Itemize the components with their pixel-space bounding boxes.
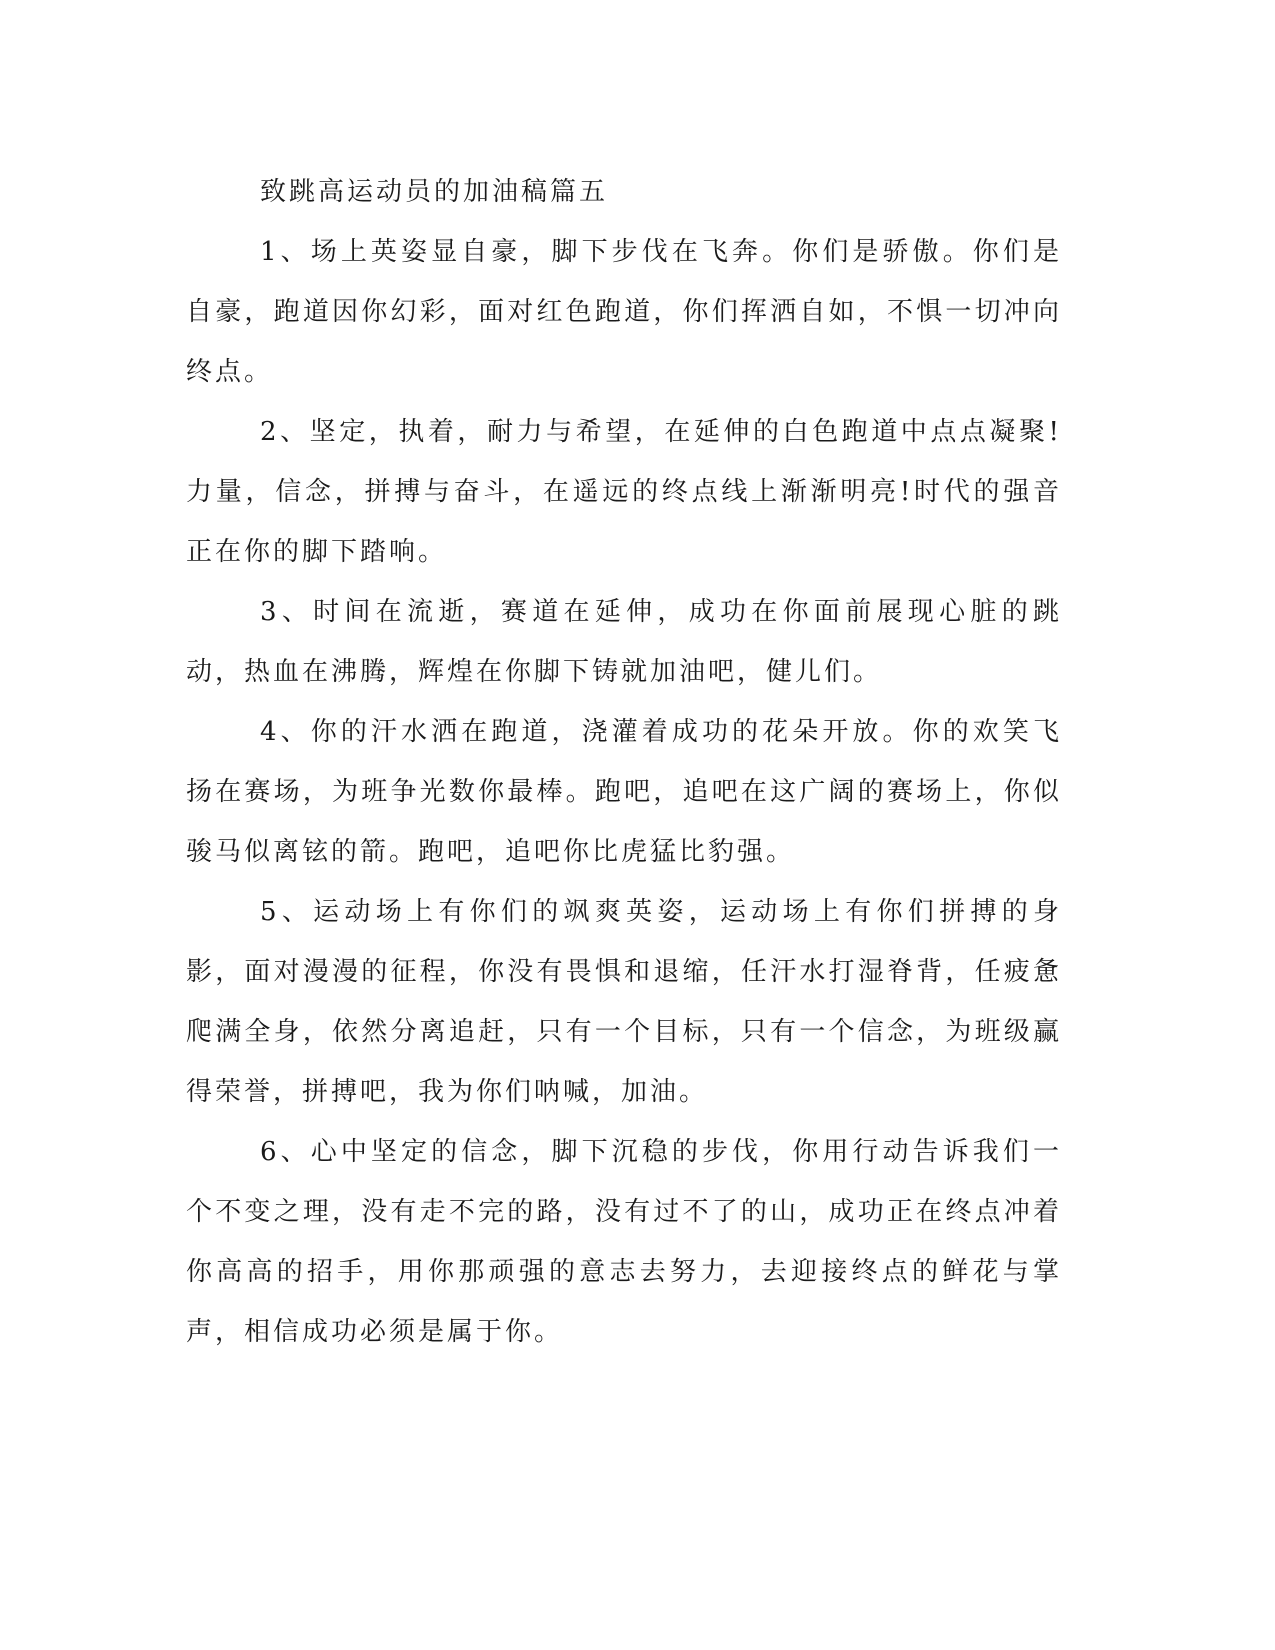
paragraph-3: 3、时间在流逝，赛道在延伸，成功在你面前展现心脏的跳动，热血在沸腾，辉煌在你脚下铸就加油吧，健儿们。 xyxy=(186,597,1062,687)
document-body xyxy=(186,162,1062,1362)
paragraph-5: 5、运动场上有你们的飒爽英姿，运动场上有你们拼搏的身影，面对漫漫的征程，你没有畏惧和退缩，任汗水打湿脊背，任疲惫爬满全身，依然分离追赶，只有一个目标，只有一个信念，为班级赢得荣誉，拼搏吧，我为你们呐喊，加油。 xyxy=(186,897,1062,1107)
document-title: 致跳高运动员的加油稿篇五 xyxy=(260,177,609,207)
paragraph-4: 4、你的汗水洒在跑道，浇灌着成功的花朵开放。你的欢笑飞扬在赛场，为班争光数你最棒。跑吧，追吧在这广阔的赛场上，你似骏马似离铉的箭。跑吧，追吧你比虎猛比豹强。 xyxy=(186,717,1062,867)
paragraph-6: 6、心中坚定的信念，脚下沉稳的步伐，你用行动告诉我们一个不变之理，没有走不完的路，没有过不了的山，成功正在终点冲着你高高的招手，用你那顽强的意志去努力，去迎接终点的鲜花与掌声，相信成功必须是属于你。 xyxy=(186,1137,1062,1347)
paragraph-2: 2、坚定，执着，耐力与希望，在延伸的白色跑道中点点凝聚!力量，信念，拼搏与奋斗，在遥远的终点线上渐渐明亮!时代的强音正在你的脚下踏响。 xyxy=(186,417,1062,567)
paragraph-1: 1、场上英姿显自豪，脚下步伐在飞奔。你们是骄傲。你们是自豪，跑道因你幻彩，面对红色跑道，你们挥洒自如，不惧一切冲向终点。 xyxy=(186,237,1062,387)
